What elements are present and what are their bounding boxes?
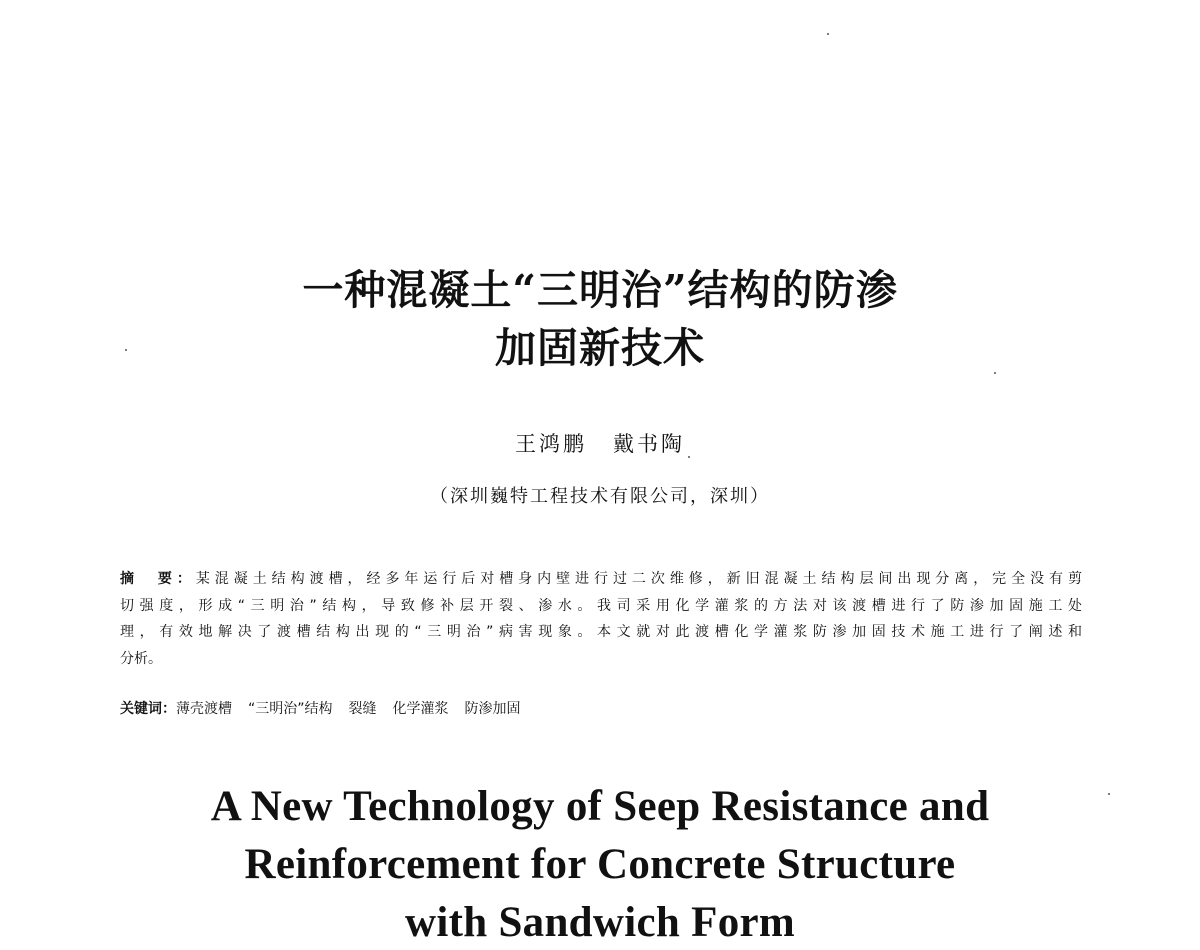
abstract-label: 摘 要：: [120, 571, 196, 587]
english-title-line-2: Reinforcement for Concrete Structure: [244, 841, 956, 888]
abstract-line: 理，有效地解决了渡槽结构出现的“三明治”病害现象。本文就对此渡槽化学灌浆防渗加固技术施工进行了阐述和: [120, 624, 1082, 640]
keyword: “三明治”结构: [248, 701, 333, 717]
keyword: 化学灌浆: [392, 701, 449, 717]
keyword: 薄壳渡槽: [176, 701, 232, 717]
scan-speck: [827, 33, 829, 35]
english-title-line-1: A New Technology of Seep Resistance and: [210, 783, 990, 830]
affiliation: （深圳巍特工程技术有限公司，深圳）: [430, 486, 770, 507]
abstract-text: 某混凝土结构渡槽，经多年运行后对槽身内壁进行过二次维修，新旧混凝土结构层间出现分离，完全没有剪: [195, 571, 1083, 587]
authors: [0, 428, 1200, 458]
keyword: 防渗加固: [464, 701, 521, 717]
keywords-label: 关键词：: [120, 701, 176, 717]
english-title-line-3: with Sandwich Form: [404, 899, 796, 946]
keyword: 裂缝: [348, 701, 377, 717]
chinese-title-line-2: 加固新技术: [495, 324, 705, 372]
author-name: 王鸿鹏: [515, 432, 587, 456]
abstract-line: 切强度，形成“三明治”结构，导致修补层开裂、渗水。我司采用化学灌浆的方法对该渡槽进行了防渗加固施工处: [120, 597, 1082, 614]
chinese-title-line-1: 一种混凝土“三明治”结构的防渗: [302, 266, 898, 314]
keywords: [120, 697, 537, 721]
abstract: [120, 566, 1082, 672]
abstract-line: [120, 566, 1082, 593]
author-name: 戴书陶: [613, 432, 685, 456]
abstract-line: 分析。: [120, 650, 162, 667]
